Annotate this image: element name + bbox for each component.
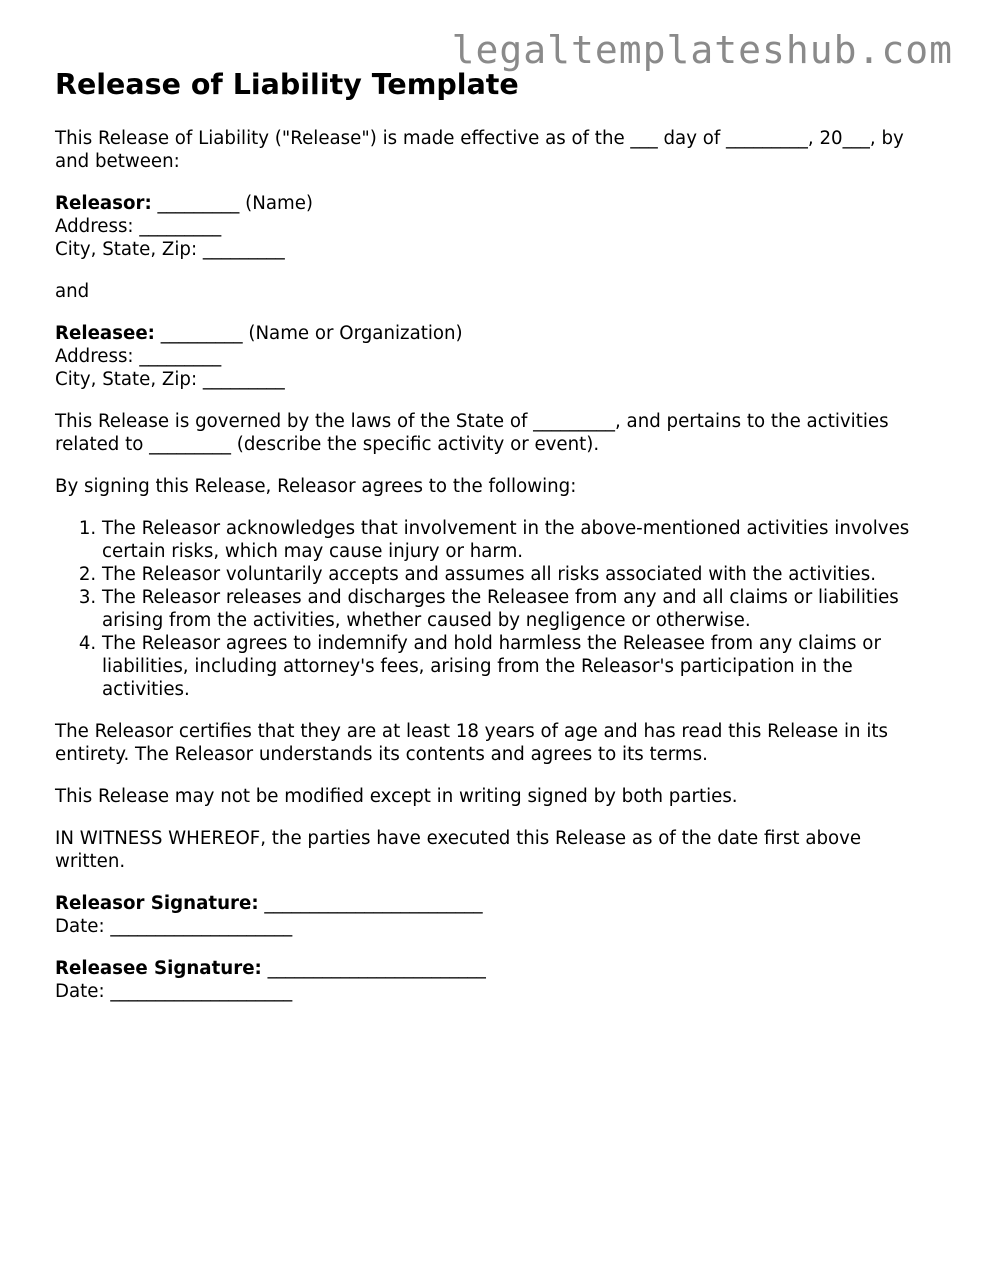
intro-paragraph: This Release of Liability ("Release") is made effective as of the ___ day of _________, 20___, by and between: xyxy=(55,128,904,172)
agreement-intro: By signing this Release, Releasor agrees to the following: xyxy=(55,476,577,497)
witness-paragraph: IN WITNESS WHEREOF, the parties have executed this Release as of the date first above written. xyxy=(55,828,862,872)
releasee-name-blank: _________ (Name or Organization) xyxy=(154,323,463,344)
releasee-city: City, State, Zip: _________ xyxy=(55,369,285,390)
list-item: 3. The Releasor releases and discharges the Releasee from any and all claims or liabilities arising from the activities, whether caused by negligence or otherwise. xyxy=(102,586,935,632)
releasor-signature-line xyxy=(55,892,935,915)
releasee-label: Releasee: xyxy=(55,323,155,344)
terms-list xyxy=(55,517,935,701)
releasee-address: Address: _________ xyxy=(55,346,222,367)
list-item: 2. The Releasor voluntarily accepts and assumes all risks associated with the activities. xyxy=(102,563,935,586)
releasee-signature-label: Releasee Signature: xyxy=(55,958,262,979)
releasee-date-line: Date: ____________________ xyxy=(55,981,293,1002)
releasor-city: City, State, Zip: _________ xyxy=(55,239,285,260)
and-text: and xyxy=(55,281,90,302)
releasee-name-line xyxy=(55,322,935,345)
releasee-block xyxy=(55,322,935,391)
watermark: legaltemplateshub.com xyxy=(451,28,953,72)
releasor-signature-block xyxy=(55,892,935,938)
releasor-date-line: Date: ____________________ xyxy=(55,916,293,937)
modification-paragraph: This Release may not be modified except in writing signed by both parties. xyxy=(55,786,738,807)
releasor-block xyxy=(55,192,935,261)
releasee-signature-line xyxy=(55,957,935,980)
list-item: 1. The Releasor acknowledges that involvement in the above-mentioned activities involves certain risks, which may cause injury or harm. xyxy=(102,517,935,563)
governing-law-paragraph: This Release is governed by the laws of the State of _________, and pertains to the activities related to _________ (describe the specific activity or event). xyxy=(55,411,889,455)
releasor-label: Releasor: xyxy=(55,193,152,214)
releasor-signature-label: Releasor Signature: xyxy=(55,893,259,914)
releasor-name-line xyxy=(55,192,935,215)
releasor-signature-blank: ________________________ xyxy=(258,893,483,914)
list-item: 4. The Releasor agrees to indemnify and hold harmless the Releasee from any claims or liabilities, including attorney's fees, arising from the Releasor's participation in the activities. xyxy=(102,632,935,701)
releasee-signature-blank: ________________________ xyxy=(261,958,486,979)
releasor-name-blank: _________ (Name) xyxy=(151,193,314,214)
releasee-signature-block xyxy=(55,957,935,1003)
certification-paragraph: The Releasor certifies that they are at least 18 years of age and has read this Release in its entirety. The Releasor understands its contents and agrees to its terms. xyxy=(55,721,888,765)
releasor-address: Address: _________ xyxy=(55,216,222,237)
document-title: Release of Liability Template xyxy=(55,68,519,101)
document-page xyxy=(55,68,935,1022)
